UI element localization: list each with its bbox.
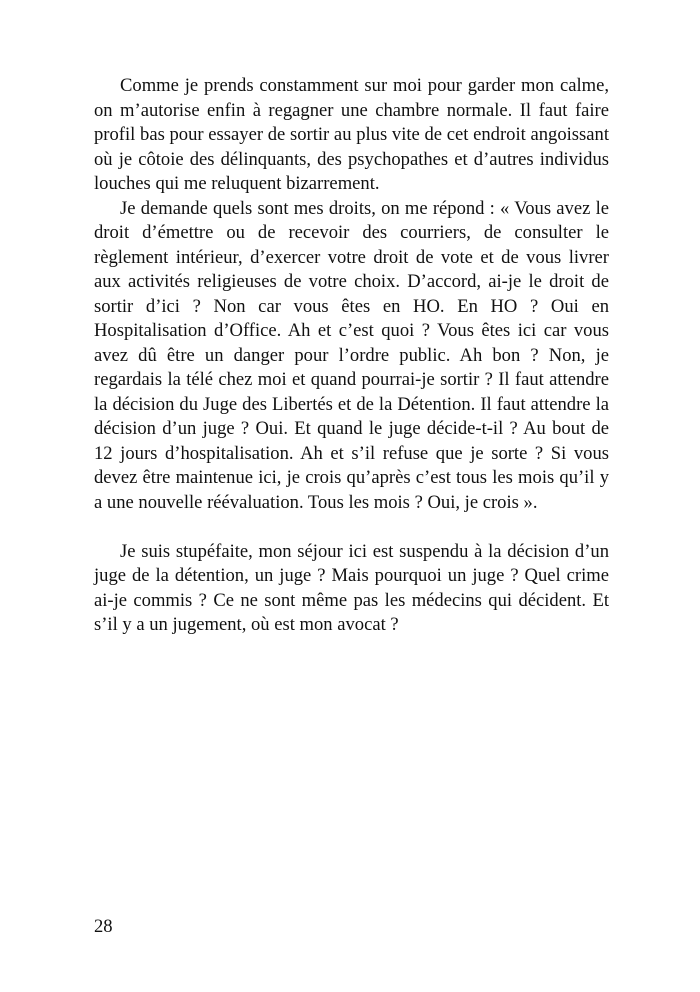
- paragraph-calm: Comme je prends constamment sur moi pour garder mon calme, on m’autorise enfin à regagner une chambre normale. Il faut faire profil bas pour essayer de sortir au plus vite de cet endroit angoissant où je côtoie des délinquants, des psychopathes et d’autres individus louches qui me reluquent bizarrement.: [94, 75, 609, 194]
- page-number: 28: [94, 916, 113, 937]
- body-text: [94, 74, 609, 638]
- paragraph-judge: Je suis stupéfaite, mon séjour ici est suspendu à la décision d’un juge de la détention, un juge ? Mais pourquoi un juge ? Quel crime ai-je commis ? Ce ne sont même pas les médecins qui décident. Et s’il y a un jugement, où est mon avocat ?: [94, 540, 609, 635]
- paragraph-rights-dialogue: Je demande quels sont mes droits, on me répond : « Vous avez le droit d’émettre ou de recevoir des courriers, de consulter le règlement intérieur, d’exercer votre droit de vote et de vous livrer aux activités religieuses de votre choix. D’accord, ai-je le droit de sortir d’ici ? Non car vous êtes en HO. En HO ? Oui en Hospitalisation d’Office. Ah et c’est quoi ? Vous êtes ici car vous avez dû être un danger pour l’ordre public. Ah bon ? Non, je regardais la télé chez moi et quand pourrai-je sortir ? Il faut attendre la décision du Juge des Libertés et de la Détention. Il faut attendre la décision d’un juge ? Oui. Et quand le juge décide-t-il ? Au bout de 12 jours d’hospitalisation. Ah et s’il refuse que je sorte ? Si vous devez être maintenue ici, je crois qu’après c’est tous les mois qu’il y a une nouvelle réévaluation. Tous les mois ? Oui, je crois ».: [94, 197, 609, 513]
